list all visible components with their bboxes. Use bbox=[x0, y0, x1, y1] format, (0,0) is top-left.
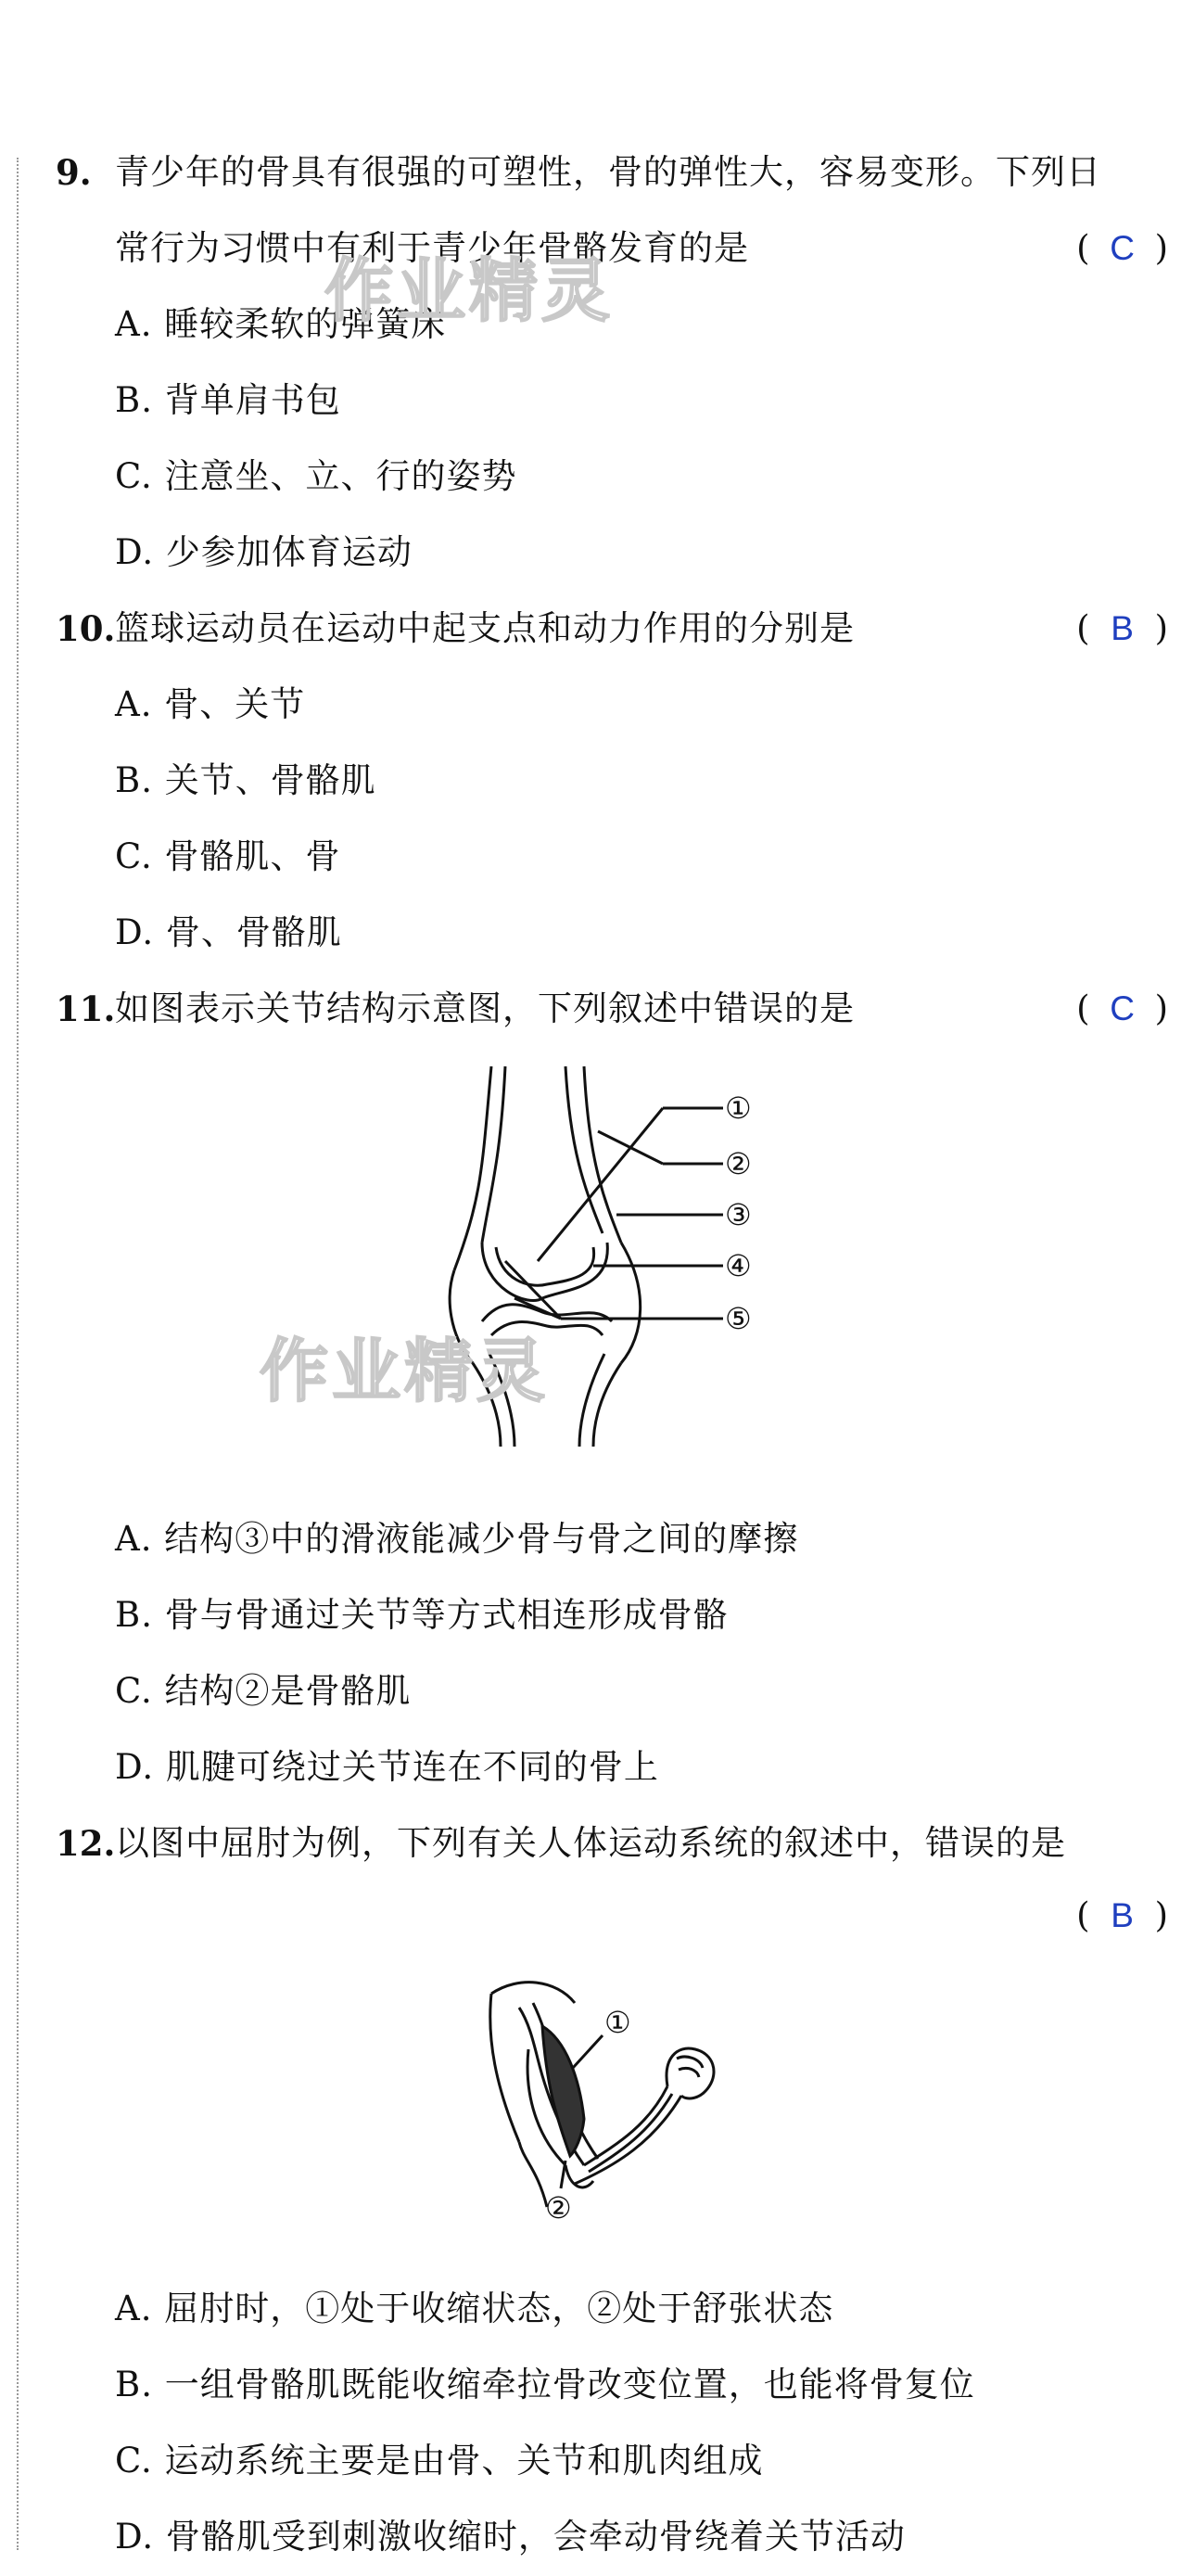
question-number: 9. bbox=[56, 152, 92, 193]
option-b: B. 背单肩书包 bbox=[115, 380, 341, 420]
option-a: A. 结构③中的滑液能减少骨与骨之间的摩擦 bbox=[115, 1519, 799, 1559]
option-b: B. 关节、骨骼肌 bbox=[115, 760, 376, 800]
option-c: C. 骨骼肌、骨 bbox=[115, 836, 341, 876]
answer-value: C bbox=[1110, 229, 1135, 267]
question-stem-line-2: 常行为习惯中有利于青少年骨骼发育的是 bbox=[115, 228, 749, 268]
option-a: A. 屈肘时，①处于收缩状态，②处于舒张状态 bbox=[115, 2289, 834, 2328]
option-c: C. 运动系统主要是由骨、关节和肌肉组成 bbox=[115, 2441, 764, 2480]
figure-label-1: ① bbox=[604, 2005, 631, 2040]
answer-bracket: ( B ) bbox=[1076, 1892, 1168, 1940]
figure-label-2: ② bbox=[725, 1146, 752, 1181]
option-d: D. 肌腱可绕过关节连在不同的骨上 bbox=[115, 1747, 659, 1787]
upper-bone-left-outline bbox=[454, 1066, 491, 1270]
question-stem-line-1: 篮球运动员在运动中起支点和动力作用的分别是 bbox=[115, 608, 855, 648]
option-c: C. 结构②是骨骼肌 bbox=[115, 1671, 412, 1711]
question-number: 12. bbox=[56, 1823, 116, 1864]
option-d: D. 少参加体育运动 bbox=[115, 532, 413, 572]
watermark: 作业精灵 bbox=[260, 1332, 549, 1411]
figure-label-4: ④ bbox=[725, 1248, 752, 1283]
option-d: D. 骨骼肌受到刺激收缩时，会牵动骨绕着关节活动 bbox=[115, 2517, 906, 2557]
option-b: B. 一组骨骼肌既能收缩牵拉骨改变位置，也能将骨复位 bbox=[115, 2365, 975, 2404]
elbow-flexion-figure bbox=[482, 1966, 742, 2225]
answer-bracket: ( C ) bbox=[1076, 224, 1168, 273]
answer-value: B bbox=[1111, 609, 1134, 647]
option-b: B. 骨与骨通过关节等方式相连形成骨骼 bbox=[115, 1595, 729, 1635]
option-c: C. 注意坐、立、行的姿势 bbox=[115, 456, 517, 496]
joint-capsule-right bbox=[621, 1243, 641, 1363]
question-stem-line-1: 以图中屈肘为例，下列有关人体运动系统的叙述中，错误的是 bbox=[115, 1823, 1066, 1863]
answer-bracket: ( C ) bbox=[1076, 985, 1168, 1033]
answer-value: B bbox=[1111, 1896, 1134, 1934]
figure-label-3: ③ bbox=[725, 1197, 752, 1232]
hand bbox=[667, 2048, 714, 2098]
figure-label-1: ① bbox=[725, 1090, 752, 1126]
option-a: A. 睡较柔软的弹簧床 bbox=[115, 304, 447, 344]
question-number: 11. bbox=[56, 988, 116, 1029]
margin-dotted-line bbox=[17, 158, 19, 2550]
question-stem-line-1: 如图表示关节结构示意图，下列叙述中错误的是 bbox=[115, 988, 855, 1028]
option-a: A. 骨、关节 bbox=[115, 684, 306, 724]
answer-value: C bbox=[1110, 989, 1135, 1027]
option-d: D. 骨、骨骼肌 bbox=[115, 912, 342, 952]
upper-bone-right-outline bbox=[584, 1066, 621, 1243]
shoulder-outline bbox=[491, 1983, 575, 2003]
answer-bracket: ( B ) bbox=[1076, 605, 1168, 653]
leader-line-1 bbox=[573, 2035, 603, 2068]
watermark: 作业精灵 bbox=[324, 251, 614, 331]
figure-label-5: ⑤ bbox=[725, 1301, 752, 1336]
question-stem-line-1: 青少年的骨具有很强的可塑性，骨的弹性大，容易变形。下列日 bbox=[115, 152, 1101, 192]
figure-label-2: ② bbox=[545, 2190, 572, 2225]
forearm-upper bbox=[584, 2086, 667, 2165]
question-number: 10. bbox=[56, 608, 116, 649]
lower-bone-right-outline bbox=[593, 1363, 621, 1447]
